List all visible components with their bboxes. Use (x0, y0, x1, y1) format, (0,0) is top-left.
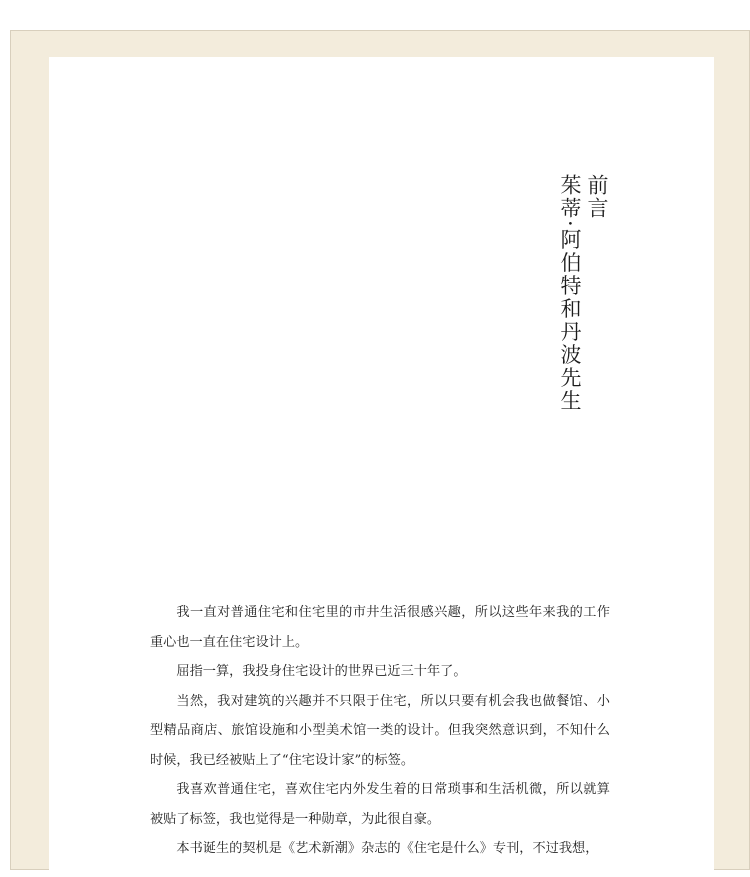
preface-body (150, 598, 610, 864)
paragraph: 我喜欢普通住宅，喜欢住宅内外发生着的日常琐事和生活机微，所以就算被贴了标签，我也觉得是一种勋章，为此很自豪。 (150, 782, 610, 827)
preface-heading: 前言 (585, 174, 609, 220)
paragraph: 屈指一算，我投身住宅设计的世界已近三十年了。 (176, 664, 467, 679)
book-page (49, 57, 714, 877)
paragraph: 本书诞生的契机是《艺术新潮》杂志的《住宅是什么》专刊，不过我想， (176, 841, 599, 856)
preface-author: 茱蒂·阿伯特和丹波先生 (558, 174, 582, 413)
paragraph: 当然，我对建筑的兴趣并不只限于住宅，所以只要有机会我也做餐馆、小型精品商店、旅馆设施和小型美术馆一类的设计。但我突然意识到，不知什么时候，我已经被贴上了“住宅设计家”的标签。 (150, 693, 610, 768)
paragraph: 我一直对普通住宅和住宅里的市井生活很感兴趣，所以这些年来我的工作重心也一直在住宅设计上。 (150, 605, 610, 650)
